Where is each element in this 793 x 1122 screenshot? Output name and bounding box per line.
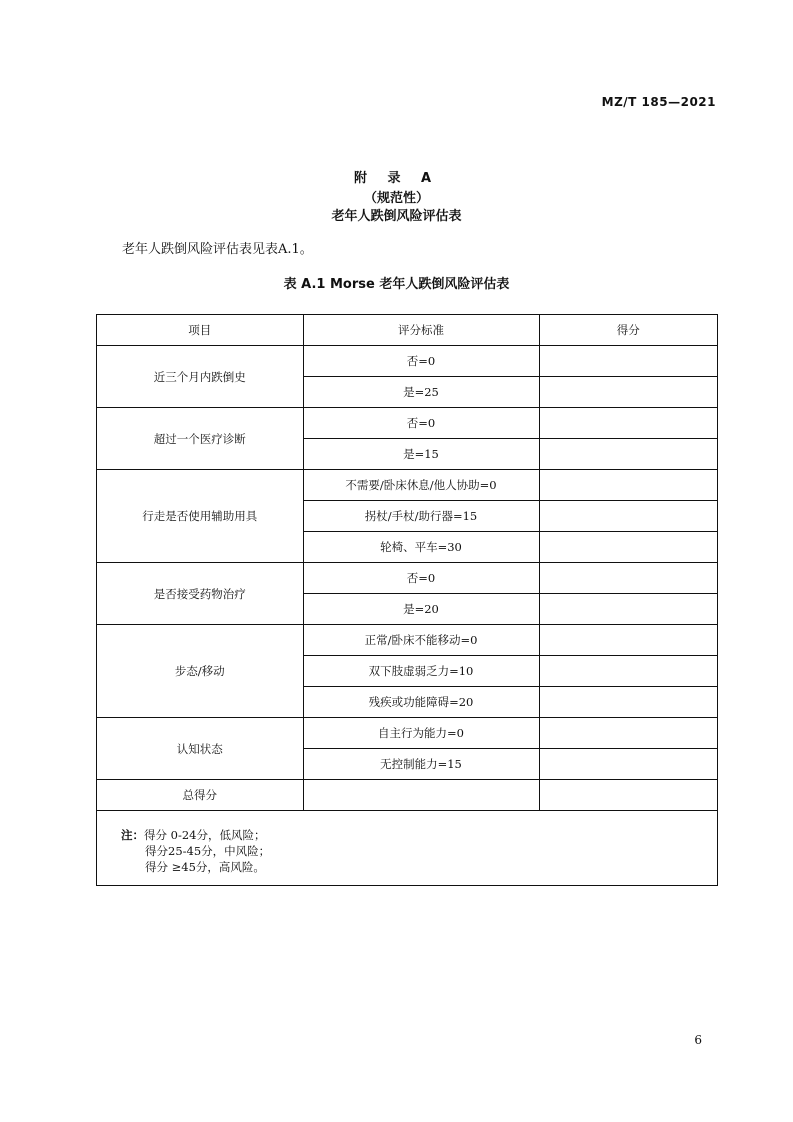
header-item: 项目 (97, 315, 303, 346)
criteria-cell: 否=0 (303, 563, 539, 594)
total-score-cell[interactable] (539, 780, 717, 811)
total-row (97, 780, 717, 811)
appendix-type: （规范性） (363, 191, 429, 206)
score-cell[interactable] (539, 563, 717, 594)
criteria-cell: 是=15 (303, 439, 539, 470)
score-cell[interactable] (539, 656, 717, 687)
score-cell[interactable] (539, 687, 717, 718)
note-text: 得分 0-24分，低风险； (144, 828, 266, 842)
morse-table-container (96, 314, 718, 886)
item-cell: 超过一个医疗诊断 (97, 408, 303, 470)
item-cell: 认知状态 (97, 718, 303, 780)
note-line-2: 得分25-45分，中风险； (145, 844, 271, 858)
criteria-cell: 无控制能力=15 (303, 749, 539, 780)
score-cell[interactable] (539, 625, 717, 656)
table-header-row (97, 315, 717, 346)
score-cell[interactable] (539, 439, 717, 470)
item-cell: 近三个月内跌倒史 (97, 346, 303, 408)
table-row (97, 470, 717, 501)
criteria-cell: 否=0 (303, 346, 539, 377)
criteria-cell: 双下肢虚弱乏力=10 (303, 656, 539, 687)
criteria-cell: 不需要/卧床休息/他人协助=0 (303, 470, 539, 501)
morse-assessment-table (97, 315, 717, 811)
score-cell[interactable] (539, 470, 717, 501)
note-label: 注： (121, 828, 144, 842)
total-label: 总得分 (97, 780, 303, 811)
item-cell: 步态/移动 (97, 625, 303, 718)
table-caption: 表 A.1 Morse 老年人跌倒风险评估表 (283, 277, 510, 292)
appendix-subtitle: 老年人跌倒风险评估表 (331, 209, 462, 224)
score-cell[interactable] (539, 749, 717, 780)
criteria-cell: 轮椅、平车=30 (303, 532, 539, 563)
score-cell[interactable] (539, 718, 717, 749)
score-cell[interactable] (539, 501, 717, 532)
table-row (97, 408, 717, 439)
table-row (97, 346, 717, 377)
table-row (97, 718, 717, 749)
criteria-cell: 正常/卧床不能移动=0 (303, 625, 539, 656)
appendix-title: 附 录 A (353, 171, 440, 186)
total-criteria-empty (303, 780, 539, 811)
criteria-cell: 否=0 (303, 408, 539, 439)
score-cell[interactable] (539, 594, 717, 625)
item-cell: 行走是否使用辅助用具 (97, 470, 303, 563)
score-cell[interactable] (539, 346, 717, 377)
score-cell[interactable] (539, 377, 717, 408)
item-cell: 是否接受药物治疗 (97, 563, 303, 625)
intro-text: 老年人跌倒风险评估表见表A.1。 (122, 242, 313, 257)
criteria-cell: 自主行为能力=0 (303, 718, 539, 749)
note-line-1 (121, 827, 270, 843)
document-code: MZ/T 185—2021 (601, 95, 716, 109)
table-row (97, 625, 717, 656)
score-cell[interactable] (539, 532, 717, 563)
page-number: 6 (694, 1033, 702, 1047)
criteria-cell: 残疾或功能障碍=20 (303, 687, 539, 718)
criteria-cell: 是=20 (303, 594, 539, 625)
table-notes (121, 827, 270, 875)
header-score: 得分 (539, 315, 717, 346)
score-cell[interactable] (539, 408, 717, 439)
criteria-cell: 拐杖/手杖/助行器=15 (303, 501, 539, 532)
table-row (97, 563, 717, 594)
note-line-3: 得分 ≥45分，高风险。 (145, 860, 265, 874)
criteria-cell: 是=25 (303, 377, 539, 408)
header-criteria: 评分标准 (303, 315, 539, 346)
